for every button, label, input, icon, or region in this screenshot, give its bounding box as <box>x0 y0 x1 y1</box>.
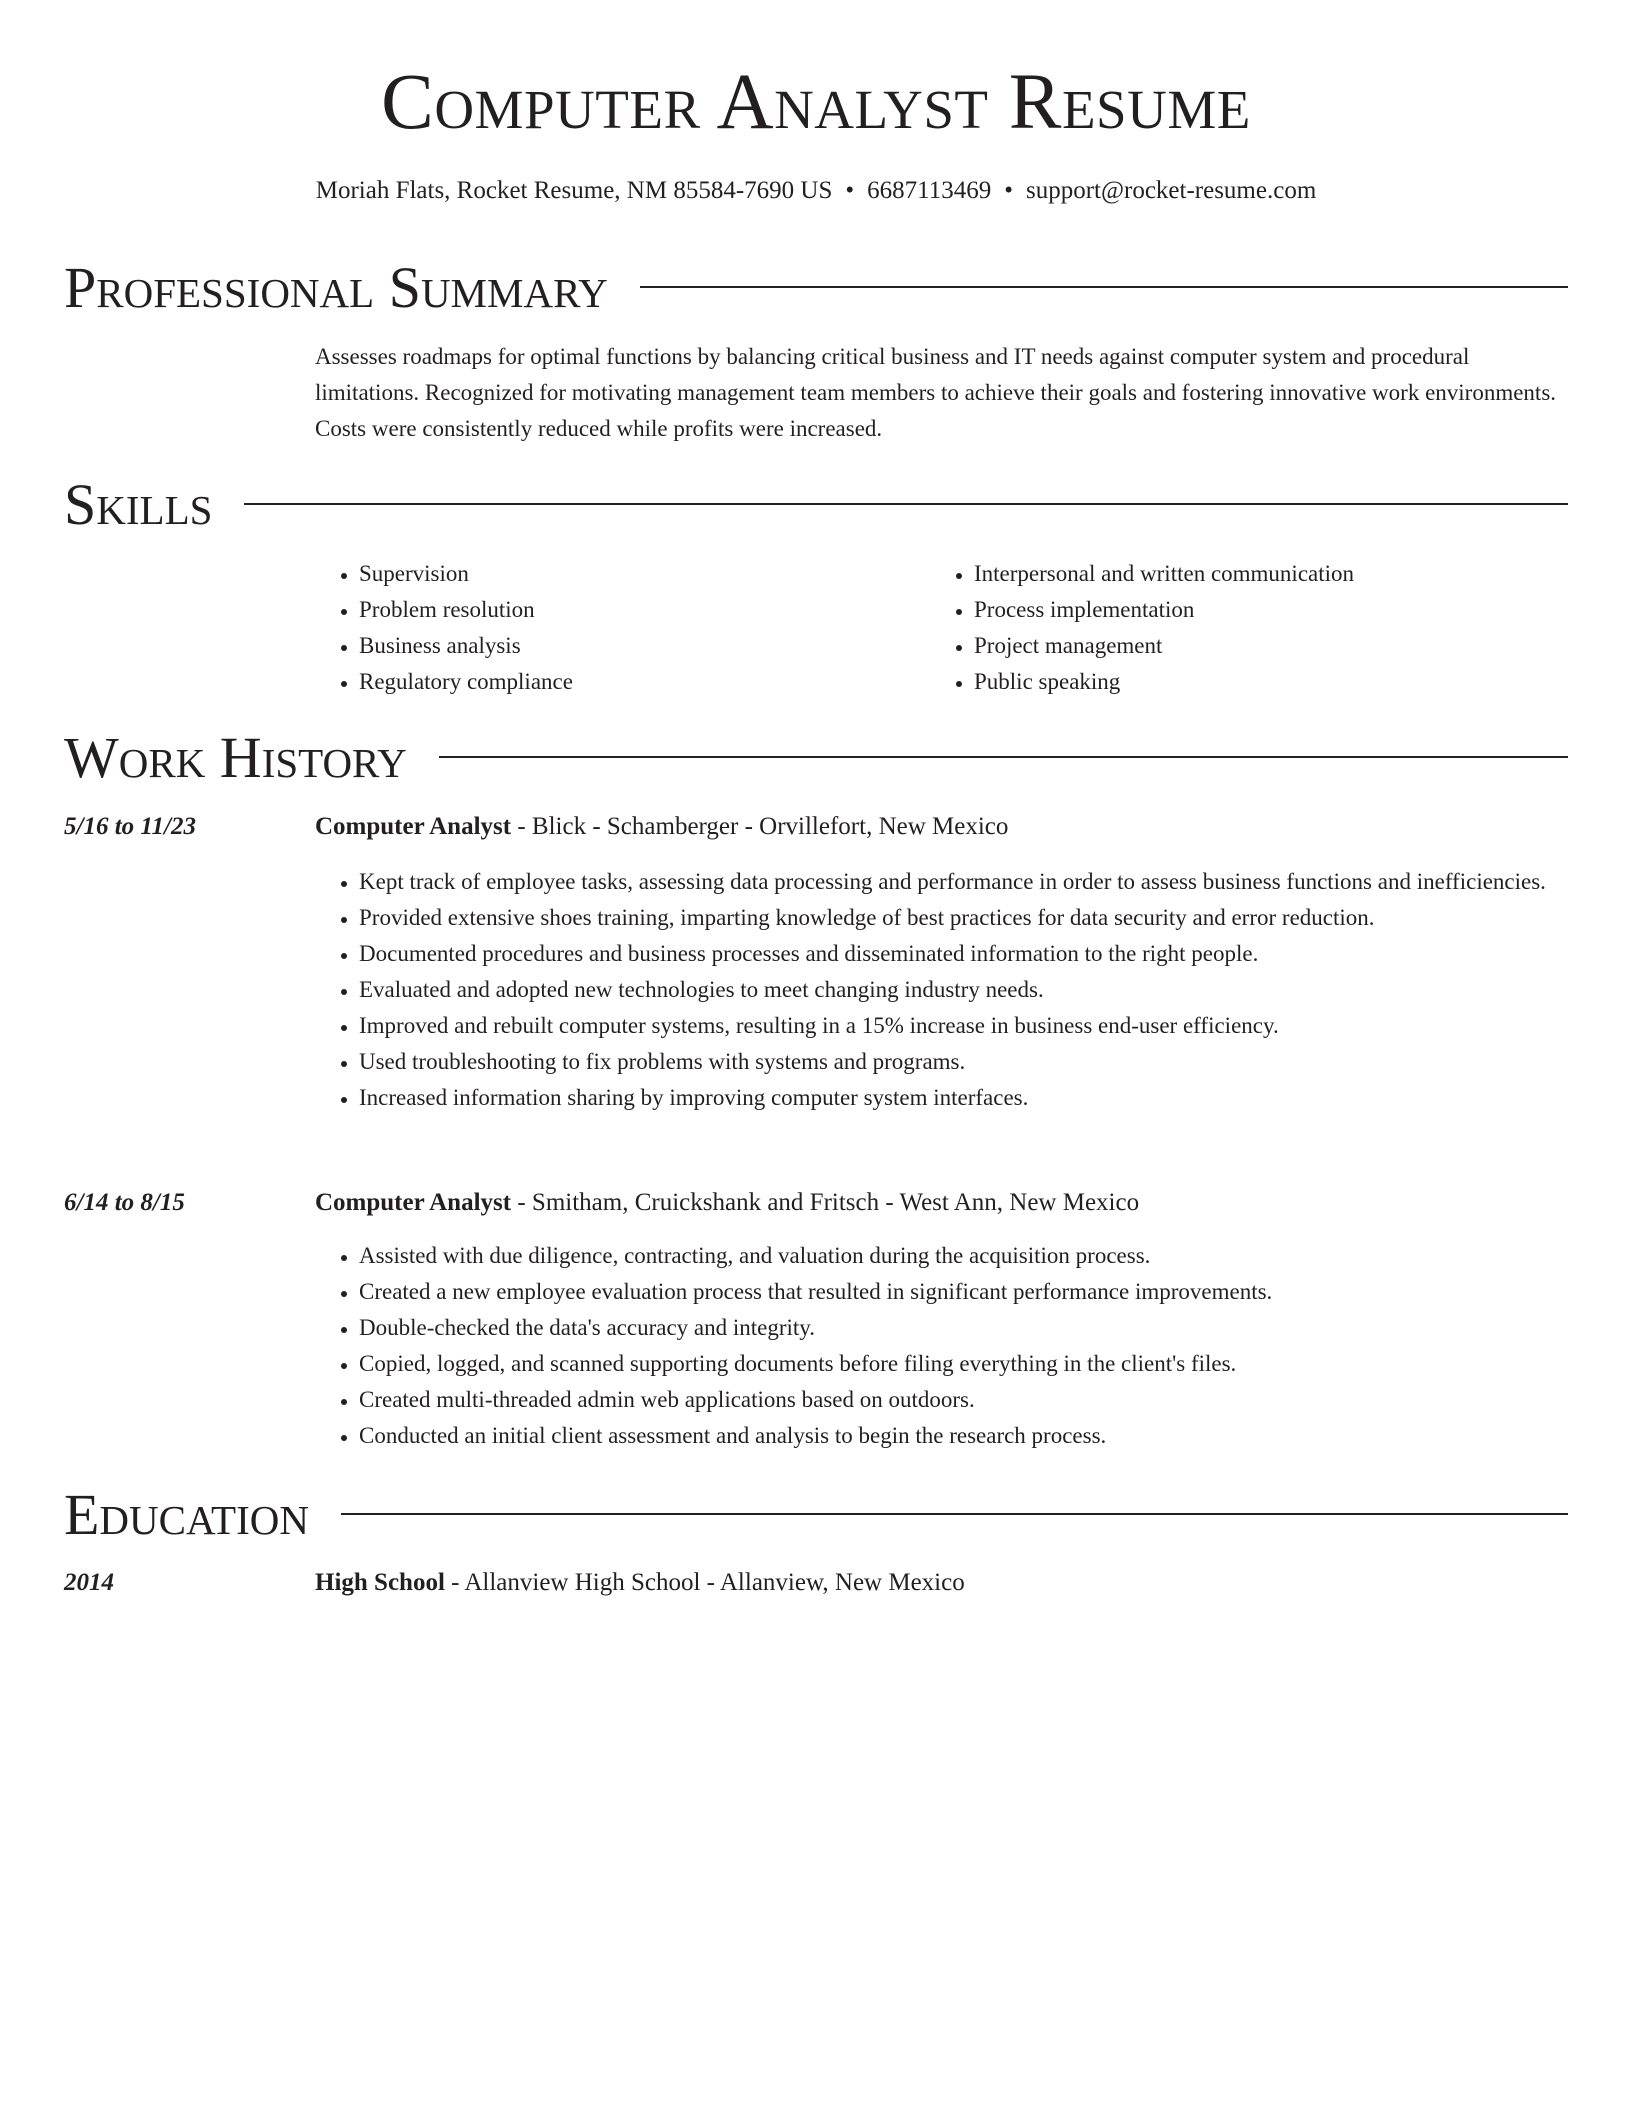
skill-item: • Interpersonal and written communication <box>974 556 1612 592</box>
job-bullet: • Documented procedures and business processes and disseminated information to the right people. <box>359 936 1612 972</box>
job-heading <box>315 1186 1139 1220</box>
job-position: Computer Analyst <box>315 813 512 840</box>
education-school: - Allanview High School - Allanview, New Mexico <box>444 1569 965 1596</box>
skill-item: • Regulatory compliance <box>359 664 939 700</box>
contact-separator: • <box>1004 177 1013 204</box>
contact-email: support@rocket-resume.com <box>1025 177 1317 204</box>
job-bullet: • Used troubleshooting to fix problems with systems and programs. <box>359 1044 1612 1080</box>
skills-section-header <box>64 470 1568 540</box>
job-heading <box>315 810 1008 844</box>
education-degree: High School <box>315 1569 445 1596</box>
job-bullet: • Evaluated and adopted new technologies to meet changing industry needs. <box>359 972 1612 1008</box>
education-section-header <box>64 1480 1568 1550</box>
skill-item: • Project management <box>974 628 1612 664</box>
job-position: Computer Analyst <box>315 1189 512 1216</box>
contact-line <box>64 175 1568 207</box>
job-bullet: • Copied, logged, and scanned supporting documents before filing everything in the client's files. <box>359 1346 1612 1382</box>
education-date: 2014 <box>64 1569 114 1596</box>
contact-phone: 6687113469 <box>867 177 992 204</box>
section-title-skills: Skills <box>64 472 213 537</box>
job-bullet: • Improved and rebuilt computer systems, resulting in a 15% increase in business end-user efficiency. <box>359 1008 1612 1044</box>
section-title-summary: Professional Summary <box>64 255 608 320</box>
job-bullet: • Double-checked the data's accuracy and integrity. <box>359 1310 1612 1346</box>
job-employer: - Blick - Schamberger - Orvillefort, New Mexico <box>511 813 1009 840</box>
job-bullet: • Provided extensive shoes training, imparting knowledge of best practices for data security and error reduction. <box>359 900 1612 936</box>
resume-title: Computer Analyst Resume <box>381 59 1251 146</box>
skills-list-left <box>315 556 939 700</box>
job-bullet: • Created a new employee evaluation process that resulted in significant performance improvements. <box>359 1274 1612 1310</box>
skill-item: • Process implementation <box>974 592 1612 628</box>
skill-item: • Public speaking <box>974 664 1612 700</box>
job-bullet: • Conducted an initial client assessment and analysis to begin the research process. <box>359 1418 1612 1454</box>
job-bullets <box>315 1238 1612 1454</box>
job-bullet: • Assisted with due diligence, contracting, and valuation during the acquisition process. <box>359 1238 1612 1274</box>
summary-section-header <box>64 253 1568 323</box>
job-bullets <box>315 864 1612 1116</box>
section-divider <box>640 286 1568 288</box>
work-section-header <box>64 723 1568 793</box>
job-bullet: • Increased information sharing by improving computer system interfaces. <box>359 1080 1612 1116</box>
job-bullet: • Kept track of employee tasks, assessing data processing and performance in order to assess business functions and inefficiencies. <box>359 864 1612 900</box>
summary-text: Assesses roadmaps for optimal functions by balancing critical business and IT needs against computer system and procedural limitations. Recognized for motivating management team members to achieve their goals and fostering innovative work environments. Costs were consistently reduced while profits were increased. <box>315 344 1557 441</box>
job-employer: - Smitham, Cruickshank and Fritsch - West Ann, New Mexico <box>511 1189 1140 1216</box>
skills-list-right <box>930 556 1612 700</box>
education-heading <box>315 1566 965 1600</box>
skill-item: • Problem resolution <box>359 592 939 628</box>
job-bullet: • Created multi-threaded admin web applications based on outdoors. <box>359 1382 1612 1418</box>
skill-item: • Supervision <box>359 556 939 592</box>
job-dates: 5/16 to 11/23 <box>64 813 196 840</box>
contact-separator: • <box>845 177 855 204</box>
job-dates: 6/14 to 8/15 <box>64 1189 185 1216</box>
contact-address: Moriah Flats, Rocket Resume, NM 85584-7690 US <box>315 177 833 204</box>
section-divider <box>341 1513 1568 1515</box>
section-title-education: Education <box>64 1482 309 1547</box>
section-divider <box>244 503 1568 505</box>
skill-item: • Business analysis <box>359 628 939 664</box>
section-title-work: Work History <box>64 725 407 790</box>
section-divider <box>439 756 1568 758</box>
